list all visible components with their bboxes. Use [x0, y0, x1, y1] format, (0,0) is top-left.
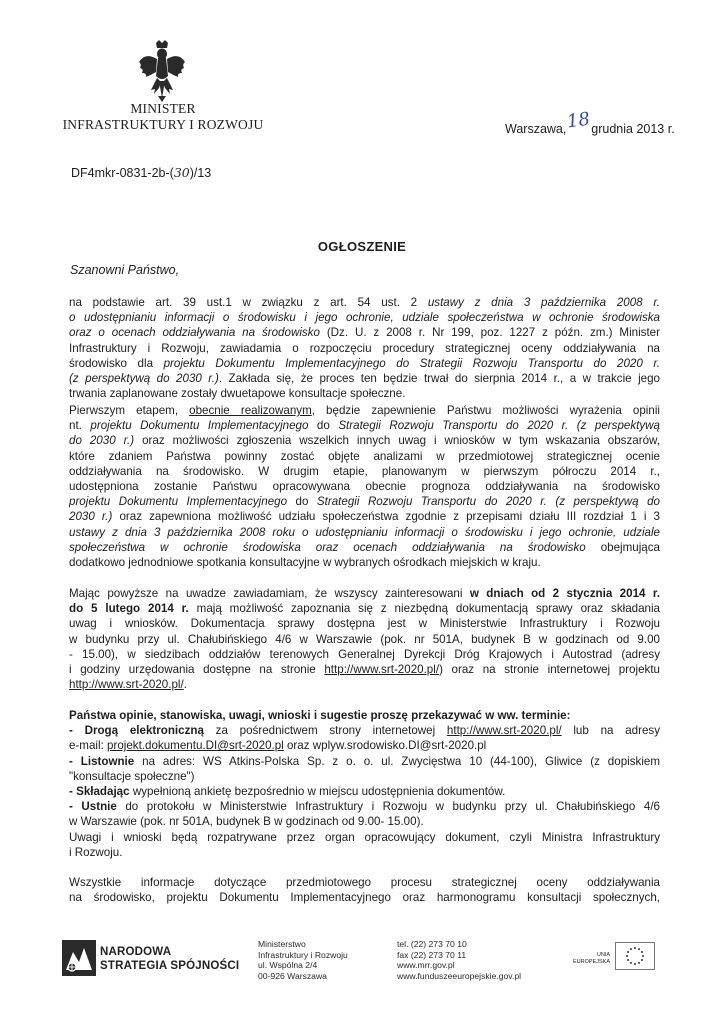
- footer-address-line: Ministerstwo: [258, 939, 306, 949]
- text-line: - Listownie na adres: WS Atkins-Polska Sp. z o. o. ul. Zwycięstwa 10 (44-100), Gliwice (z dopiskiem: [69, 754, 660, 768]
- date-day-handwritten: 18: [566, 108, 592, 133]
- text-line: które zdaniem Państwa powinny zostać objęte analizami w przedmiotowej strategicznej ocenie: [69, 449, 660, 463]
- srt-link[interactable]: http://www.srt-2020.pl/: [324, 662, 440, 676]
- text-line: http://www.srt-2020.pl/.: [69, 678, 187, 692]
- nss-title-line2: STRATEGIA SPÓJNOŚCI: [100, 960, 240, 972]
- eu-star-icon: [626, 955, 628, 957]
- reference-suffix: )/13: [189, 166, 212, 180]
- footer-address: [258, 939, 348, 981]
- eu-star-icon: [634, 963, 636, 965]
- footer-address-line: ul. Wspólna 2/4: [258, 960, 318, 971]
- text-line: Infrastruktury i Rozwoju, zawiadamia o rozpoczęciu procedury strategicznej oceny oddziaływania na: [69, 341, 660, 355]
- text-line: "konsultacje społeczne"): [69, 769, 195, 783]
- reference-number: [71, 165, 211, 180]
- srt-link[interactable]: http://www.srt-2020.pl/: [69, 678, 184, 692]
- text-line: do 5 lutego 2014 r. mają możliwość zapoznania się z niezbędną dokumentacją sprawy oraz składania: [69, 602, 660, 616]
- document-date: [505, 108, 675, 138]
- eu-flag-icon: [615, 942, 655, 970]
- document-title: OGŁOSZENIE: [317, 239, 407, 254]
- email-link[interactable]: projekt.dokumentu.DI@srt-2020.pl: [107, 739, 284, 753]
- text-line: w budynku przy ul. Chałubińskiego 4/6 w Warszawie (pok. nr 501A, budynek B w godzinach od 9.00: [69, 632, 660, 646]
- text-line: ustawy z dnia 3 października 2008 roku o udostępnianiu informacji o środowisku i jego ochronie, udziale: [69, 525, 660, 539]
- text-line: oddziaływania na środowisko. W drugim etapie, planowanym w pierwszym półroczu 2014 r.,: [69, 464, 660, 478]
- polish-eagle-emblem-icon: [137, 40, 187, 102]
- text-line: udostępniona zostanie Państwu opracowywana obecnie prognoza oddziaływania na środowisko: [69, 479, 660, 493]
- eu-star-icon: [627, 951, 629, 953]
- text-line: (z perspektywą do 2030 r.). Zakłada się, że proces ten będzie trwał do sierpnia 2014 r., a w trakcie jego: [69, 371, 660, 385]
- text-line: - 15.00), w siedzibach oddziałów terenowych Generalnej Dyrekcji Dróg Krajowych i Autostrad (adresy: [69, 647, 660, 661]
- footer-website-link[interactable]: www.mrr.gov.pl: [397, 960, 455, 971]
- text-line: Wszystkie informacje dotyczące przedmiotowego procesu strategicznej oceny oddziaływania: [69, 876, 660, 889]
- paragraph-legal-basis: [69, 295, 660, 401]
- date-city: Warszawa,: [505, 122, 567, 136]
- eu-star-icon: [630, 962, 632, 964]
- salutation: Szanowni Państwo,: [70, 263, 180, 277]
- paragraph-consultation-stages: [69, 403, 660, 570]
- ministry-name-line2: INFRASTRUKTURY I ROZWOJU: [62, 117, 264, 132]
- footer-contact: [397, 939, 521, 981]
- text-line: e-mail: projekt.dokumentu.DI@srt-2020.pl oraz wplyw.srodowisko.DI@srt-2020.pl: [69, 739, 487, 753]
- text-line: Uwagi i wnioski będą rozpatrywane przez organ opracowujący dokument, czyli Ministra Infrastruktury: [69, 830, 660, 844]
- text-line: - Ustnie do protokołu w Ministerstwie Infrastruktury i Rozwoju w budynku przy ul. Chałubińskiego 4/6: [69, 800, 660, 814]
- paragraph-access-dates: [69, 586, 660, 692]
- nss-title-line1: NARODOWA: [100, 946, 172, 958]
- text-line: Mając powyższe na uwadze zawiadamiam, że wszyscy zainteresowani w dniach od 2 stycznia 2014 r.: [69, 587, 660, 600]
- nss-logo-icon: [62, 940, 96, 976]
- eu-label-line2: EUROPEJSKA: [573, 959, 610, 965]
- text-line: na podstawie art. 39 ust.1 w związku z art. 54 ust. 2 ustawy z dnia 3 października 2008 r.: [69, 296, 660, 309]
- text-line: oraz o ocenach oddziaływania na środowisko (Dz. U. z 2008 r. Nr 199, poz. 1227 z późn. zm.) Minister: [69, 326, 660, 340]
- date-month-year: grudnia 2013 r.: [591, 122, 675, 136]
- text-line: środowisko dla projektu Dokumentu Implementacyjnego do Strategii Rozwoju Transportu do 2020 r.: [69, 356, 660, 370]
- eu-star-icon: [630, 948, 632, 950]
- text-line: projektu Dokumentu Implementacyjnego do Strategii Rozwoju Transportu do 2020 r. (z perspektywą do: [69, 495, 660, 509]
- reference-handwritten: 30: [173, 165, 190, 180]
- text-line: i godziny urzędowania dostępne na stronie http://www.srt-2020.pl/) oraz na stronie internetowej projektu: [69, 662, 660, 676]
- text-line: nt. projektu Dokumentu Implementacyjnego do Strategii Rozwoju Transportu do 2020 r. (z perspektywą: [69, 419, 660, 433]
- ministry-name-line1: MINISTER: [130, 101, 196, 116]
- text-line: - Składając wypełnioną ankietę bezpośrednio w miejscu udostępnienia dokumentów.: [69, 784, 506, 798]
- submission-heading: Państwa opinie, stanowiska, uwagi, wnioski i sugestie proszę przekazywać w ww. terminie:: [69, 709, 571, 722]
- srt-link[interactable]: http://www.srt-2020.pl/: [446, 724, 562, 738]
- footer-website-link[interactable]: www.funduszeeuropejskie.gov.pl: [397, 970, 522, 981]
- text-line: na środowisko, projektu Dokumentu Implementacyjnego oraz harmonogramu konsultacji społecznych,: [69, 891, 660, 905]
- eu-star-icon: [641, 951, 643, 953]
- eu-label: [560, 952, 610, 966]
- text-line: uwag i wniosków. Dokumentacja sprawy dostępna jest w Ministerstwie Infrastruktury i Rozwoju: [69, 617, 660, 631]
- text-line: trwania zaplanowane zostały dwuetapowe konsultacje społeczne.: [69, 387, 406, 401]
- eu-star-icon: [641, 959, 643, 961]
- eu-star-icon: [627, 959, 629, 961]
- footer-fax: fax (22) 273 70 11: [397, 949, 467, 960]
- text-line: w Warszawie (pok. nr 501A, budynek B w godzinach od 9.00- 15.00).: [69, 815, 424, 829]
- eu-star-icon: [638, 948, 640, 950]
- footer-phone: tel. (22) 273 70 10: [397, 939, 467, 949]
- text-line: i Rozwoju.: [69, 845, 123, 859]
- text-line: o udostępnianiu informacji o środowisku i jego ochronie, udziale społeczeństwa w ochronie środowiska: [69, 311, 660, 325]
- text-line: do 2030 r.) oraz możliwości zgłoszenia wszelkich innych uwag i wniosków w tym wskazania obszarów,: [69, 434, 660, 448]
- text-line: - Drogą elektroniczną za pośrednictwem strony internetowej http://www.srt-2020.pl/ lub na adresy: [69, 724, 660, 738]
- text-line: dodatkowo jednodniowe spotkania konsultacyjne w wybranych ośrodkach miejskich w kraju.: [69, 555, 541, 569]
- eu-label-line1: UNIA: [596, 952, 610, 958]
- text-line: 2030 r.) oraz zapewniona możliwość udziału społeczeństwa zgodnie z przepisami działu III rozdział 1 i 3: [69, 510, 660, 524]
- footer-address-line: Infrastruktury i Rozwoju: [258, 949, 348, 960]
- footer-address-line: 00-926 Warszawa: [258, 970, 327, 981]
- reference-prefix: DF4mkr-0831-2b-(: [71, 166, 174, 180]
- eu-star-icon: [634, 947, 636, 949]
- eu-star-icon: [638, 962, 640, 964]
- text-line: Pierwszym etapem, obecnie realizowanym, będzie zapewnienie Państwu możliwości wyrażenia opinii: [69, 404, 660, 417]
- eu-star-icon: [642, 955, 644, 957]
- text-line: społeczeństwa w ochronie środowiska oraz ocenach oddziaływania na środowisko obejmująca: [69, 540, 660, 554]
- paragraph-closing: [69, 875, 660, 905]
- paragraph-submission-methods: [69, 708, 660, 860]
